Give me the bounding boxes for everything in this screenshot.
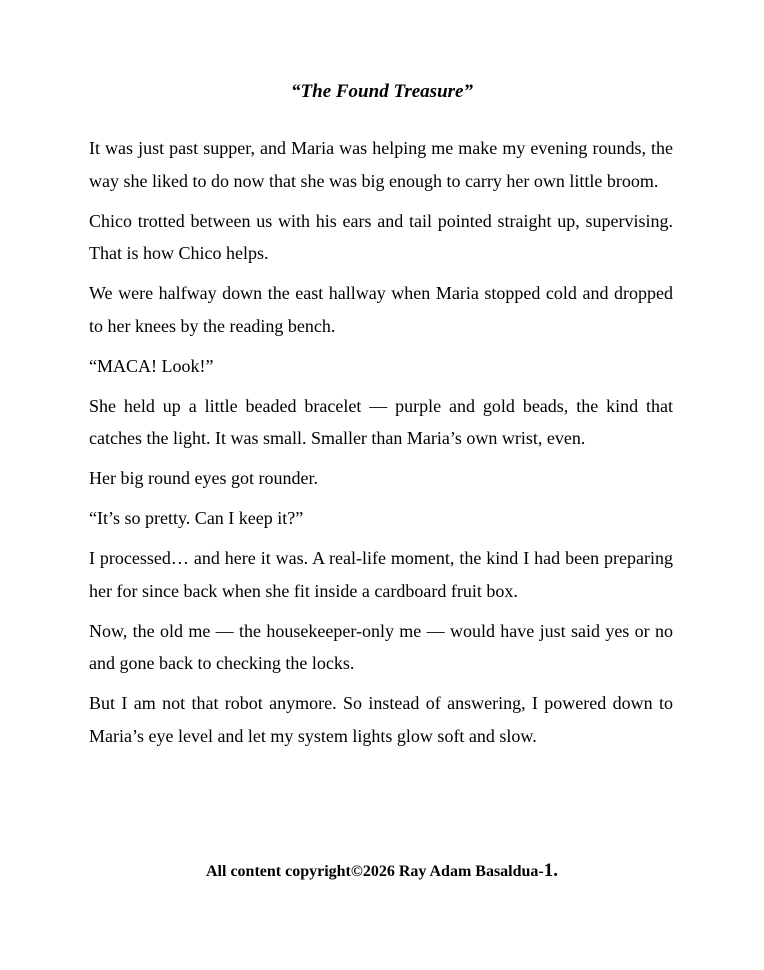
paragraph: She held up a little beaded bracelet — purple and gold beads, the kind that catches the light. It was small. Smaller than Maria’s own wrist, even. [89, 395, 673, 448]
paragraph: But I am not that robot anymore. So instead of answering, I powered down to Maria’s eye level and let my system lights glow soft and slow. [89, 693, 673, 746]
page-number: 1. [543, 860, 558, 881]
story-body [89, 132, 673, 760]
copyright-notice: All content copyright©2026 Ray Adam Basaldua- [206, 863, 544, 880]
paragraph: “It’s so pretty. Can I keep it?” [89, 508, 304, 528]
page-footer [0, 858, 764, 885]
paragraph: “MACA! Look!” [89, 355, 214, 376]
paragraph: It was just past supper, and Maria was helping me make my evening rounds, the way she liked to do now that she was big enough to carry her own little broom. [89, 138, 673, 191]
paragraph: Her big round eyes got rounder. [89, 468, 318, 488]
paragraph: Chico trotted between us with his ears and tail pointed straight up, supervising. That is how Chico helps. [89, 210, 673, 263]
paragraph: Now, the old me — the housekeeper-only me — would have just said yes or no and gone back to checking the locks. [89, 620, 673, 673]
paragraph: We were halfway down the east hallway when Maria stopped cold and dropped to her knees by the reading bench. [89, 283, 673, 336]
paragraph: I processed… and here it was. A real-life moment, the kind I had been preparing her for since back when she fit inside a cardboard fruit box. [89, 548, 673, 601]
story-title: “The Found Treasure” [291, 81, 473, 102]
